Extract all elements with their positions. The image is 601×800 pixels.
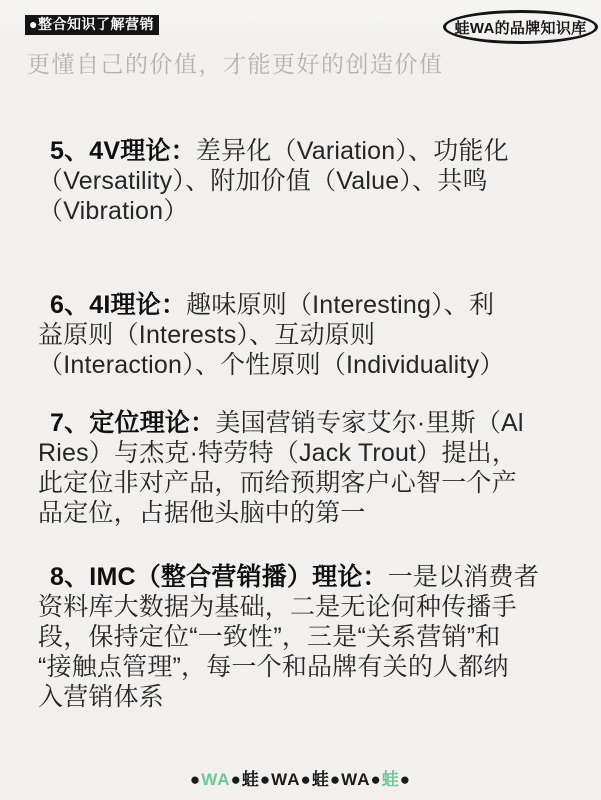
section-line: 品定位，占据他头脑中的第一 [38, 499, 366, 527]
footer-dot-icon: ● [300, 770, 312, 789]
section-line: 资料库大数据为基础，二是无论何种传播手 [38, 593, 517, 621]
footer-dot-icon: ● [370, 770, 382, 789]
section-heading: 8、IMC（整合营销播）理论： [50, 563, 388, 591]
section-heading: 7、定位理论： [50, 409, 216, 437]
footer-dot-icon: ● [259, 770, 272, 789]
section-line: 入营销体系 [38, 683, 165, 711]
section-line [38, 408, 583, 438]
section-4v-theory [38, 136, 583, 226]
section-line [38, 562, 583, 592]
footer-brand-wa-cn: 蛙 [311, 770, 330, 789]
footer-brand-wa-cn: 蛙 [241, 770, 260, 789]
section-line: （Interaction）、个性原则（Individuality） [38, 351, 505, 379]
brand-pill-badge: 蛙WA的品牌知识库 [443, 10, 598, 44]
footer-brand-strip [0, 769, 601, 790]
section-line: （Vibration） [38, 197, 189, 225]
footer-dot-icon: ● [399, 770, 412, 789]
section-heading: 5、4V理论： [50, 137, 196, 165]
page-subtitle: 更懂自己的价值，才能更好的创造价值 [27, 51, 444, 77]
section-line: 益原则（Interests）、互动原则 [38, 321, 376, 349]
section-line: 此定位非对产品，而给预期客户心智一个产 [38, 469, 517, 497]
section-line: （Versatility）、附加价值（Value）、共鸣 [38, 167, 488, 195]
footer-brand-wa: WA [201, 770, 231, 789]
topic-badge: ●整合知识了解营销 [25, 15, 159, 35]
section-positioning-theory [38, 408, 583, 528]
footer-brand-wa-cn: 蛙 [381, 770, 400, 789]
section-text: 一是以消费者 [387, 563, 539, 591]
footer-dot-icon: ● [189, 770, 202, 789]
section-line: Ries）与杰克·特劳特（Jack Trout）提出， [38, 439, 518, 467]
section-text: 差异化（Variation）、功能化 [195, 137, 509, 165]
section-imc-theory [38, 562, 583, 712]
section-heading: 6、4I理论： [50, 291, 187, 319]
section-text: 美国营销专家艾尔·里斯（Al [215, 409, 524, 437]
footer-brand-wa: WA [271, 770, 301, 789]
footer-dot-icon: ● [230, 770, 242, 789]
section-4i-theory [38, 290, 583, 380]
footer-brand-wa: WA [341, 770, 371, 789]
footer-dot-icon: ● [329, 770, 342, 789]
section-line [38, 290, 583, 320]
section-line [38, 136, 583, 166]
section-line: “接触点管理”，每一个和品牌有关的人都纳 [38, 653, 509, 681]
section-line: 段，保持定位“一致性”，三是“关系营销”和 [38, 623, 501, 651]
section-text: 趣味原则（Interesting）、利 [186, 291, 495, 319]
